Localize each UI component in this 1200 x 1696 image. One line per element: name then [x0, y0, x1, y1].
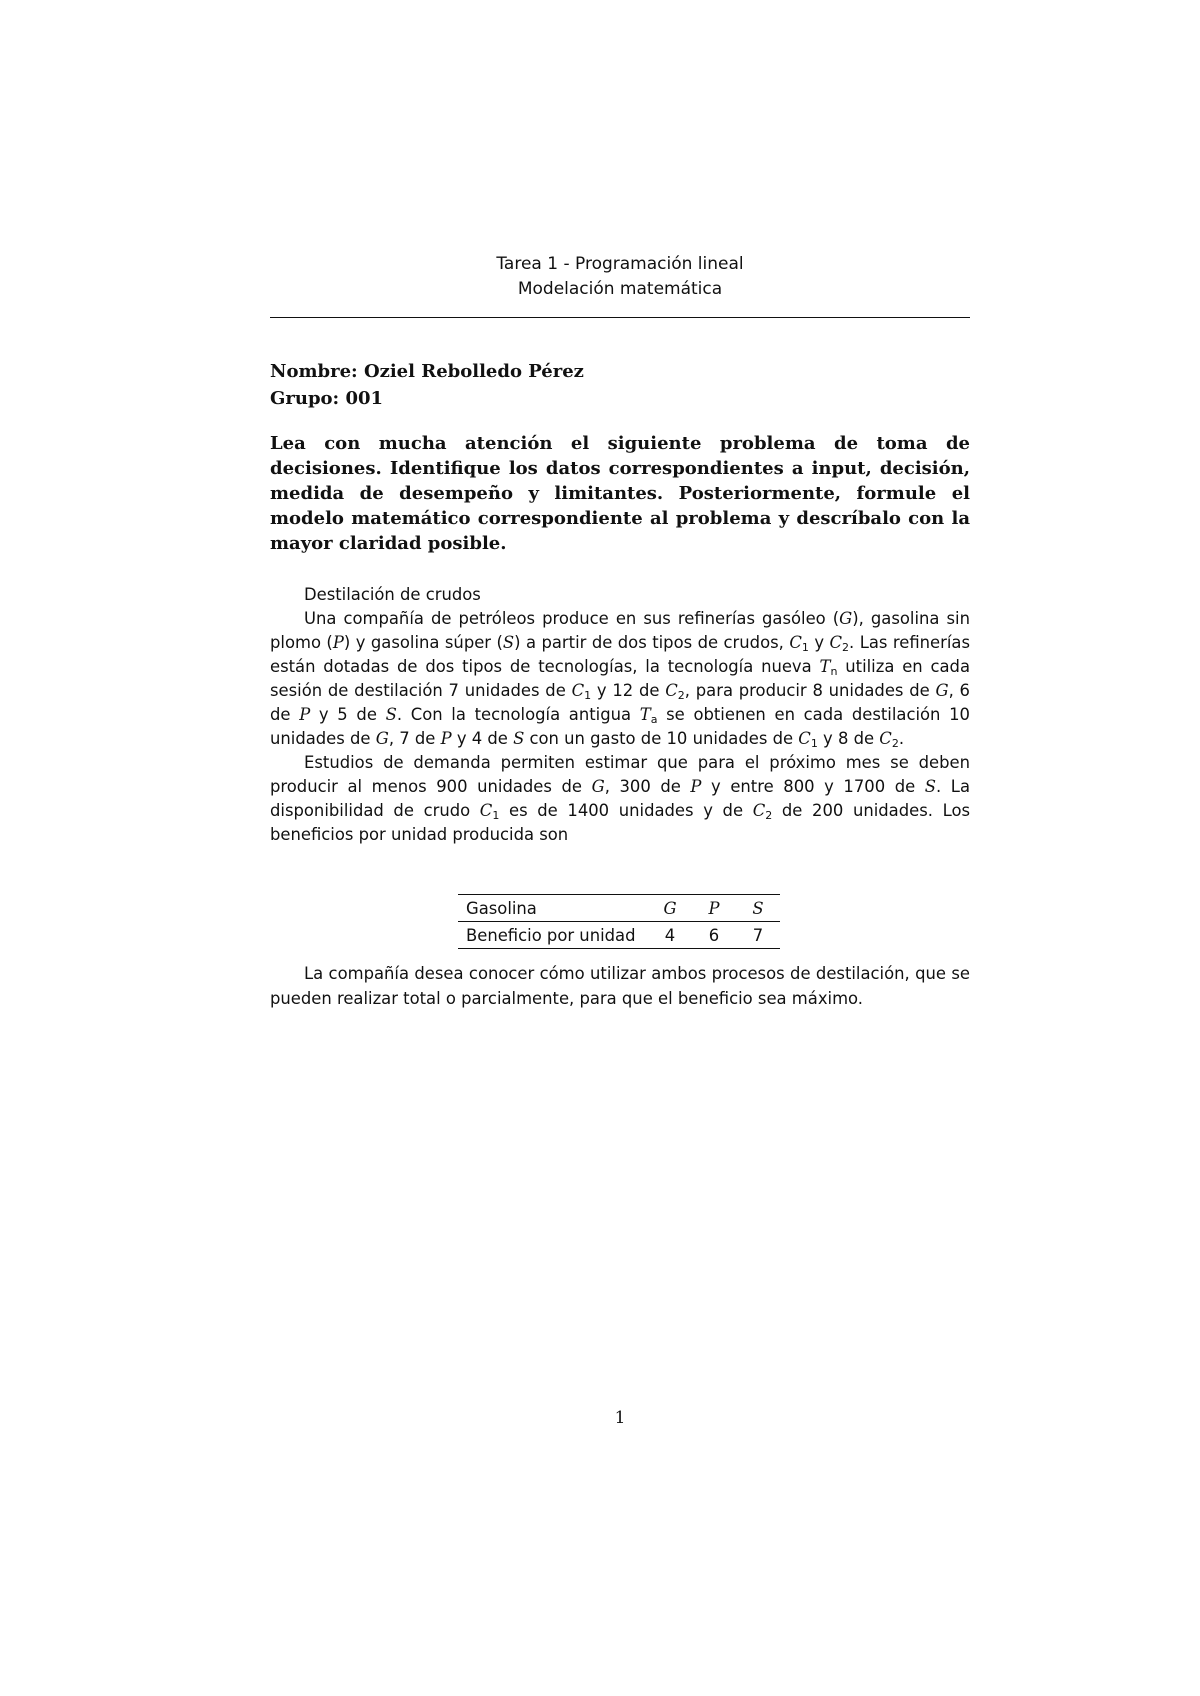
problem-title: Destilación de crudos: [304, 585, 481, 604]
problem-paragraph-2: Estudios de demanda permiten estimar que para el próximo mes se deben producir al menos 900 unidades de G, 300 de P y entre 800 y 1700 de S. La disponibilidad de crudo $C_1$ es de 1400 unidades y de $C_2$ de 200 unidades. Los beneficios por unidad producida son: [270, 753, 971, 844]
table-value-s: 7: [752, 925, 764, 945]
table-header-label: Gasolina: [458, 895, 648, 922]
header-rule: [270, 317, 970, 318]
table-column-p: P: [692, 895, 736, 922]
student-info: [270, 358, 970, 412]
table-header-row: [458, 895, 780, 922]
assignment-subtitle: Modelación matemática: [517, 279, 723, 299]
table-value-p: 6: [708, 925, 720, 945]
table-column-g: G: [648, 895, 692, 922]
problem-statement: [270, 583, 970, 847]
assignment-title: Tarea 1 - Programación lineal: [496, 254, 744, 274]
table-row: [458, 922, 780, 949]
profit-table: [458, 894, 780, 949]
student-name: Nombre: Oziel Rebolledo Pérez: [270, 361, 584, 382]
instructions-paragraph: Lea con mucha atención el siguiente problema de toma de decisiones. Identifique los datos correspondientes a input, decisión, medida de desempeño y limitantes. Posteriormente, formule el modelo matemático correspondiente al problema y descríbalo con la mayor claridad posible.: [270, 433, 970, 554]
page-number: 1: [614, 1408, 626, 1428]
closing-paragraph: [270, 961, 970, 1011]
document-header: [270, 252, 970, 302]
closing-text: La compañía desea conocer cómo utilizar ambos procesos de destilación, que se pueden realizar total o parcialmente, para que el beneficio sea máximo.: [270, 964, 970, 1008]
table-column-s: S: [736, 895, 780, 922]
student-group: Grupo: 001: [270, 388, 384, 409]
table-value-g: 4: [664, 925, 676, 945]
problem-paragraph-1: Una compañía de petróleos produce en sus refinerías gasóleo (G), gasolina sin plomo (P) y gasolina súper (S) a partir de dos tipos de crudos, $C_1$ y $C_2$. Las refinerías están dotadas de dos tipos de tecnologías, la tecnología nueva $T_n$ utiliza en cada sesión de destilación 7 unidades de $C_1$ y 12 de $C_2$, para producir 8 unidades de G, 6 de P y 5 de S. Con la tecnología antigua $T_a$ se obtienen en cada destilación 10 unidades de G, 7 de P y 4 de S con un gasto de 10 unidades de $C_1$ y 8 de $C_2$.: [270, 609, 971, 750]
table-row-label: Beneficio por unidad: [466, 925, 636, 945]
